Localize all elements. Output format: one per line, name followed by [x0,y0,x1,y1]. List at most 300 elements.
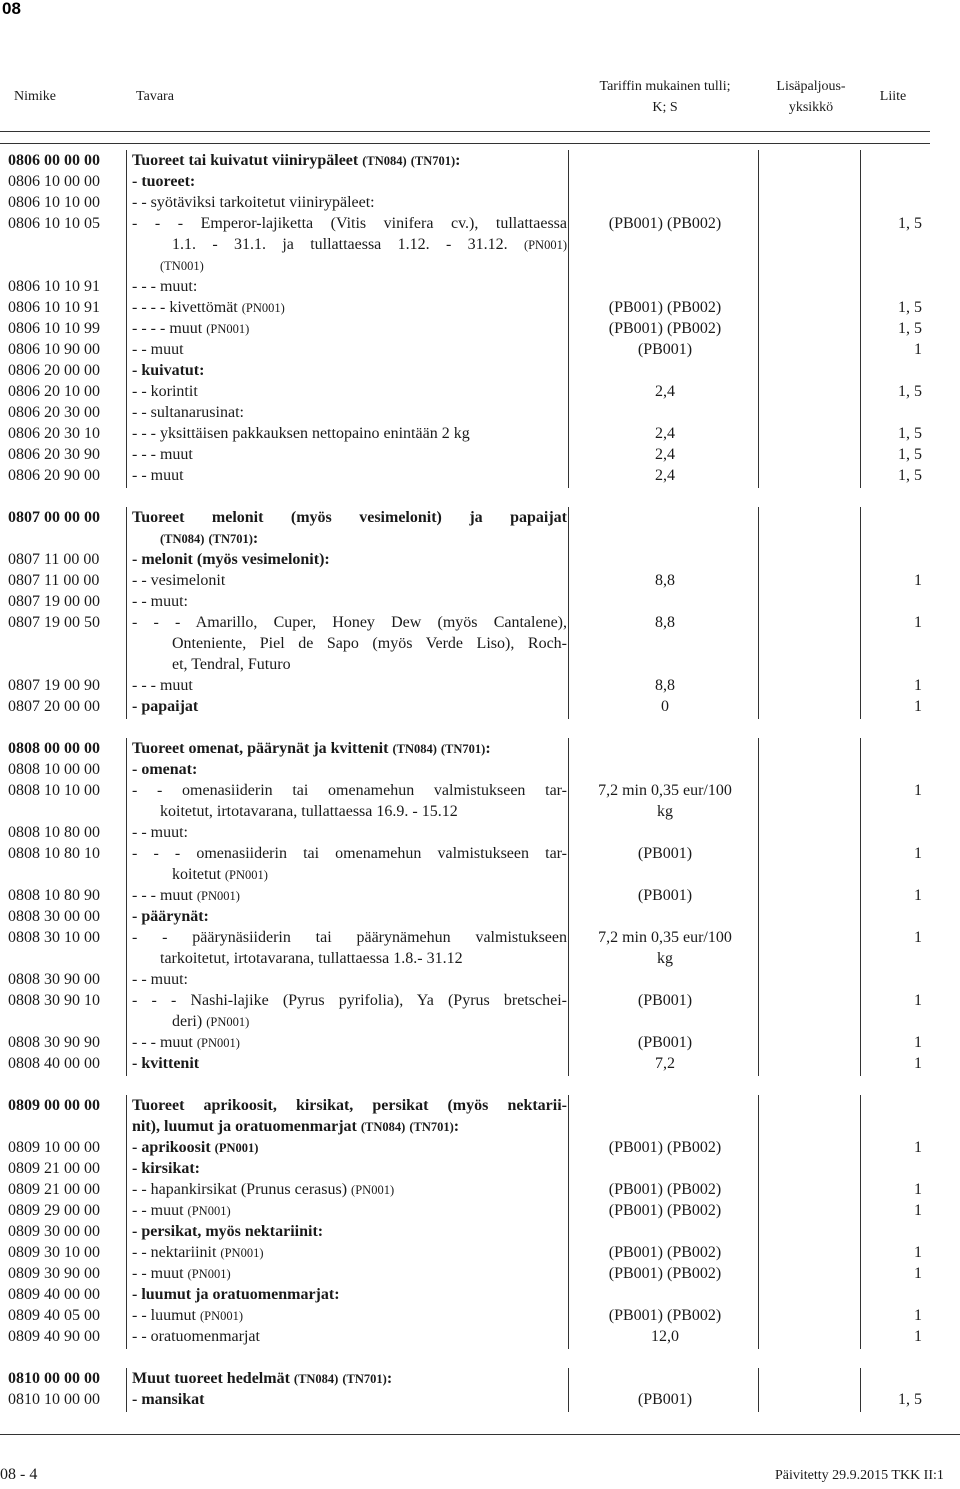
row-description [132,381,567,402]
row-description [132,1326,567,1347]
row-description-line: - - - muut [132,677,193,694]
row-description [132,150,567,171]
row-appendix: 1 [914,887,922,904]
row-appendix: 1, 5 [898,320,922,337]
row-duty-line: 2,4 [655,383,675,400]
row-description-line: - - oratuomenmarjat [132,1328,260,1345]
row-duty [574,339,756,360]
row-appendix: 1 [914,1202,922,1219]
row-appendix: 1 [914,1328,922,1345]
row-code: 0809 30 00 00 [8,1223,100,1240]
row-appendix: 1 [914,845,922,862]
row-code: 0808 30 10 00 [8,929,100,946]
row-description [132,402,567,423]
row-duty-line: 7,2 min 0,35 eur/100 [598,782,732,799]
row-description-line: - - - - muut (PN001) [132,320,250,337]
row-description [132,318,567,339]
row-description [132,780,567,822]
row-appendix: 1 [914,698,922,715]
row-duty [574,297,756,318]
row-description-line: - tuoreet: [132,173,196,190]
row-appendix: 1 [914,1244,922,1261]
table-row [0,906,930,927]
row-description [132,990,567,1032]
table-header [0,70,960,130]
table-row [0,339,930,360]
row-description [132,423,567,444]
row-code: 0807 00 00 00 [8,509,100,526]
row-appendix [862,402,922,423]
row-duty-line: (PB001) (PB002) [608,215,722,232]
row-description-line: - päärynät: [132,908,209,925]
row-description [132,1305,567,1326]
row-description-line: - - - Amarillo, Cuper, Honey Dew (myös Cantalene), [132,614,567,631]
row-code: 0809 40 00 00 [8,1286,100,1303]
table-row [0,1179,930,1200]
table-row [0,822,930,843]
row-code: 0807 19 00 90 [8,677,100,694]
row-description-line: koitetut (PN001) [172,866,268,883]
row-code: 0808 10 10 00 [8,782,100,799]
row-description-line: - persikat, myös nektariinit: [132,1223,324,1240]
header-tulli [574,76,756,118]
row-appendix: 1, 5 [898,383,922,400]
row-duty [574,1200,756,1221]
row-code: 0810 00 00 00 [8,1370,100,1387]
row-duty [574,570,756,591]
row-code: 0808 10 80 10 [8,845,100,862]
page-number: 08 - 4 [0,1466,38,1483]
row-duty [574,990,756,1011]
chapter-number: 08 [0,0,48,20]
row-description-line: - - - muut: [132,278,198,295]
header-nimike: Nimike [14,89,56,104]
table-row [0,549,930,570]
table-row [0,738,930,759]
row-duty-line: (PB001) (PB002) [608,1265,722,1282]
row-description-line: nit), luumut ja oratuomenmarjat (TN084) (TN701): [132,1118,460,1135]
row-appendix [862,906,922,927]
table-row [0,1326,930,1347]
row-code: 0809 40 90 00 [8,1328,100,1345]
row-code: 0806 10 90 00 [8,341,100,358]
row-description-line: - - muut: [132,593,188,610]
row-duty-line: 0 [661,698,669,715]
row-description-line: - - - - kivettömät (PN001) [132,299,285,316]
row-appendix: 1, 5 [898,215,922,232]
row-code: 0809 30 10 00 [8,1244,100,1261]
row-duty [574,1242,756,1263]
row-appendix: 1 [914,1265,922,1282]
table-row [0,612,930,675]
row-duty-line: 8,8 [655,572,675,589]
table-row [0,507,930,549]
row-description [132,1221,567,1242]
row-description [132,675,567,696]
row-duty-line: (PB001) (PB002) [608,1307,722,1324]
table-row [0,423,930,444]
row-description-line: - - - yksittäisen pakkauksen nettopaino enintään 2 kg [132,425,470,442]
row-code: 0806 20 30 90 [8,446,100,463]
row-duty-line: (PB001) (PB002) [608,320,722,337]
row-description [132,696,567,717]
table-row [0,1032,930,1053]
row-duty [574,1305,756,1326]
row-description [132,1263,567,1284]
row-appendix [862,1095,922,1116]
row-code: 0806 10 10 05 [8,215,100,232]
row-duty-line: 2,4 [655,425,675,442]
row-duty-line: (PB001) (PB002) [608,1202,722,1219]
row-description-line: - kuivatut: [132,362,205,379]
table-row [0,402,930,423]
row-code: 0807 20 00 00 [8,698,100,715]
header-tulli-line2: K; S [652,100,678,115]
row-description [132,570,567,591]
row-description-line: Tuoreet aprikoosit, kirsikat, persikat (myös nektarii- [132,1097,567,1114]
row-duty [574,1326,756,1347]
row-description-line: - - muut [132,467,184,484]
row-duty [574,1179,756,1200]
row-appendix [862,549,922,570]
table-row [0,1221,930,1242]
row-description [132,276,567,297]
row-duty-line: (PB001) (PB002) [608,1244,722,1261]
row-appendix [862,591,922,612]
table-row [0,570,930,591]
row-appendix: 1, 5 [898,1391,922,1408]
row-duty [574,381,756,402]
row-description-line: Tuoreet melonit (myös vesimelonit) ja papaijat [132,509,567,526]
table-row [0,444,930,465]
row-description [132,738,567,759]
row-description-line: koitetut, irtotavarana, tullattaessa 16.9. - 15.12 [160,803,458,820]
table-row [0,1158,930,1179]
row-code: 0809 40 05 00 [8,1307,100,1324]
row-description-line: - - luumut (PN001) [132,1307,244,1324]
table-row [0,885,930,906]
row-code: 0809 30 90 00 [8,1265,100,1282]
footer-rule [0,1434,960,1435]
table-row [0,192,930,213]
row-description-line: deri) (PN001) [172,1013,250,1030]
table-row [0,1242,930,1263]
table-row [0,1137,930,1158]
row-description-line: - - - muut (PN001) [132,1034,240,1051]
row-code: 0808 30 90 00 [8,971,100,988]
row-appendix: 1 [914,1034,922,1051]
row-description-line: - aprikoosit (PN001) [132,1139,259,1156]
table-row [0,696,930,717]
table-row [0,381,930,402]
row-description [132,297,567,318]
row-duty [574,213,756,234]
row-description-line: - kvittenit [132,1055,200,1072]
row-description-line: - kirsikat: [132,1160,200,1177]
row-duty-line: 7,2 min 0,35 eur/100 [598,929,732,946]
row-appendix: 1 [914,614,922,631]
row-appendix: 1 [914,929,922,946]
row-appendix: 1 [914,1307,922,1324]
row-code: 0808 30 90 90 [8,1034,100,1051]
row-duty-line: 2,4 [655,467,675,484]
row-description [132,549,567,570]
row-duty [574,423,756,444]
row-code: 0807 19 00 50 [8,614,100,631]
row-duty [574,696,756,717]
table-row [0,759,930,780]
table-row [0,171,930,192]
row-description-line: - luumut ja oratuomenmarjat: [132,1286,340,1303]
table-row [0,780,930,822]
row-code: 0808 30 00 00 [8,908,100,925]
row-duty [574,318,756,339]
table-row [0,1095,930,1137]
table-row [0,1284,930,1305]
table-row [0,1053,930,1074]
row-duty [574,1053,756,1074]
row-code: 0808 10 80 00 [8,824,100,841]
row-description [132,1032,567,1053]
row-code: 0809 29 00 00 [8,1202,100,1219]
row-appendix [862,192,922,213]
row-appendix [862,1284,922,1305]
table-row [0,843,930,885]
update-note: Päivitetty 29.9.2015 TKK II:1 [775,1468,944,1483]
row-appendix: 1 [914,782,922,799]
row-description-line: Tuoreet omenat, päärynät ja kvittenit (TN084) (TN701): [132,740,491,757]
table-row [0,1305,930,1326]
table-row [0,591,930,612]
row-duty-line: (PB001) (PB002) [608,299,722,316]
row-description [132,612,567,675]
row-description-line: Onteniente, Piel de Sapo (myös Verde Liso), Roch- [172,635,567,652]
row-duty-line: 12,0 [651,1328,679,1345]
row-duty [574,675,756,696]
row-description-line: 1.1. - 31.1. ja tullattaessa 1.12. - 31.12. (PN001) [172,236,567,253]
row-appendix: 1 [914,1139,922,1156]
row-duty-line: (PB001) (PB002) [608,1139,722,1156]
header-lisa-line2: yksikkö [788,100,834,115]
row-description [132,885,567,906]
row-description [132,906,567,927]
row-duty-line: (PB001) [637,1391,693,1408]
table-row [0,1389,930,1410]
row-duty-line: (PB001) [637,1034,693,1051]
header-tulli-line1: Tariffin mukainen tulli; [599,79,731,94]
row-code: 0809 00 00 00 [8,1097,100,1114]
row-code: 0806 20 30 10 [8,425,100,442]
table-row [0,297,930,318]
row-duty [574,1032,756,1053]
row-code: 0807 11 00 00 [8,551,100,568]
row-appendix: 1, 5 [898,446,922,463]
row-description-line: - mansikat [132,1391,205,1408]
row-description [132,507,567,549]
row-description [132,444,567,465]
row-description [132,1242,567,1263]
row-description [132,465,567,486]
row-code: 0806 10 10 00 [8,194,100,211]
table-row [0,276,930,297]
table-row [0,1368,930,1389]
row-description-line: - melonit (myös vesimelonit): [132,551,330,568]
row-description [132,843,567,885]
table-row [0,927,930,969]
row-description-line: Muut tuoreet hedelmät (TN084) (TN701): [132,1370,393,1387]
row-code: 0808 10 80 90 [8,887,100,904]
row-description [132,1284,567,1305]
row-description [132,192,567,213]
row-appendix [862,1368,922,1389]
row-description [132,1389,567,1410]
row-appendix [862,1158,922,1179]
row-description-line: - - hapankirsikat (Prunus cerasus) (PN001) [132,1181,395,1198]
header-liite: Liite [879,89,907,104]
row-code: 0806 20 30 00 [8,404,100,421]
table-row [0,969,930,990]
row-description-line: - - sultanarusinat: [132,404,244,421]
row-description [132,591,567,612]
table-row [0,1200,930,1221]
row-appendix [862,1221,922,1242]
row-code: 0809 10 00 00 [8,1139,100,1156]
row-appendix: 1 [914,1181,922,1198]
row-duty [574,444,756,465]
row-duty [574,612,756,633]
row-description-line: - - korintit [132,383,198,400]
row-description [132,1053,567,1074]
row-appendix: 1, 5 [898,467,922,484]
row-description [132,759,567,780]
row-description-line: (TN001) [160,259,204,273]
row-description [132,1200,567,1221]
row-description-line: - omenat: [132,761,198,778]
row-code: 0808 40 00 00 [8,1055,100,1072]
table-row [0,318,930,339]
row-description [132,1158,567,1179]
row-description-line: tarkoitetut, irtotavarana, tullattaessa 1.8.- 31.12 [160,950,463,967]
row-code: 0809 21 00 00 [8,1181,100,1198]
table-row [0,150,930,171]
row-description [132,927,567,969]
row-duty [574,885,756,906]
row-description [132,360,567,381]
row-appendix [862,759,922,780]
header-lisapaljousyksikko [762,76,860,118]
row-description-line: - - muut (PN001) [132,1202,231,1219]
table-row [0,675,930,696]
row-code: 0806 10 10 91 [8,299,100,316]
row-description-line: - - - muut [132,446,193,463]
row-description [132,171,567,192]
row-description [132,1095,567,1137]
row-appendix [862,507,922,528]
row-appendix [862,969,922,990]
row-description [132,822,567,843]
row-appendix: 1 [914,677,922,694]
row-code: 0806 10 10 99 [8,320,100,337]
row-appendix: 1, 5 [898,425,922,442]
row-duty [574,1137,756,1158]
row-code: 0806 10 00 00 [8,173,100,190]
row-code: 0809 21 00 00 [8,1160,100,1177]
row-appendix: 1, 5 [898,299,922,316]
row-appendix: 1 [914,572,922,589]
row-appendix [862,276,922,297]
row-description [132,1137,567,1158]
header-tavara: Tavara [136,89,174,104]
row-description-line: - - syötäviksi tarkoitetut viinirypäleet: [132,194,375,211]
row-description-line: - - - Emperor-lajiketta (Vitis vinifera cv.), tullattaessa [132,215,567,232]
row-duty [574,780,756,822]
row-description-line: (TN084) (TN701): [160,530,259,547]
row-description-line: - - - muut (PN001) [132,887,240,904]
row-description-line: - - muut: [132,824,188,841]
row-duty-line: (PB001) [637,341,693,358]
row-code: 0807 11 00 00 [8,572,100,589]
row-appendix [862,360,922,381]
row-duty [574,1389,756,1410]
row-description [132,969,567,990]
row-appendix: 1 [914,992,922,1009]
header-lisa-line1: Lisäpaljous- [776,79,846,94]
table-row [0,990,930,1032]
row-duty-line: (PB001) [637,887,693,904]
row-appendix [862,738,922,759]
row-duty-line: (PB001) (PB002) [608,1181,722,1198]
row-description-line: et, Tendral, Futuro [172,656,291,673]
row-duty-line: (PB001) [637,992,693,1009]
row-code: 0810 10 00 00 [8,1391,100,1408]
row-description [132,339,567,360]
row-code: 0808 30 90 10 [8,992,100,1009]
row-appendix [862,171,922,192]
header-rule-second [0,143,930,144]
row-code: 0807 19 00 00 [8,593,100,610]
table-row [0,1263,930,1284]
row-duty-line: (PB001) [637,845,693,862]
table-row [0,213,930,276]
row-code: 0806 20 10 00 [8,383,100,400]
row-description-line: - - päärynäsiiderin tai päärynämehun valmistukseen [132,929,567,946]
row-code: 0806 00 00 00 [8,152,100,169]
row-duty-line: kg [657,803,673,820]
row-code: 0806 20 90 00 [8,467,100,484]
row-duty-line: 7,2 [655,1055,675,1072]
row-appendix [862,822,922,843]
row-code: 0808 00 00 00 [8,740,100,757]
row-description-line: - - muut [132,341,184,358]
row-duty-line: 8,8 [655,614,675,631]
row-description-line: - - muut (PN001) [132,1265,231,1282]
row-appendix: 1 [914,341,922,358]
row-duty [574,1263,756,1284]
row-description-line: - - muut: [132,971,188,988]
row-description-line: - - omenasiiderin tai omenamehun valmistukseen tar- [132,782,567,799]
row-appendix [862,150,922,171]
row-description-line: - - vesimelonit [132,572,226,589]
row-code: 0806 20 00 00 [8,362,100,379]
header-rule [0,131,930,132]
row-description-line: - - - omenasiiderin tai omenamehun valmistukseen tar- [132,845,567,862]
row-description-line: Tuoreet tai kuivatut viinirypäleet (TN084) (TN701): [132,152,461,169]
row-duty [574,927,756,969]
row-description [132,1179,567,1200]
row-description-line: - - - Nashi-lajike (Pyrus pyrifolia), Ya (Pyrus bretschei- [132,992,567,1009]
row-description-line: - - nektariinit (PN001) [132,1244,264,1261]
row-description [132,1368,567,1389]
